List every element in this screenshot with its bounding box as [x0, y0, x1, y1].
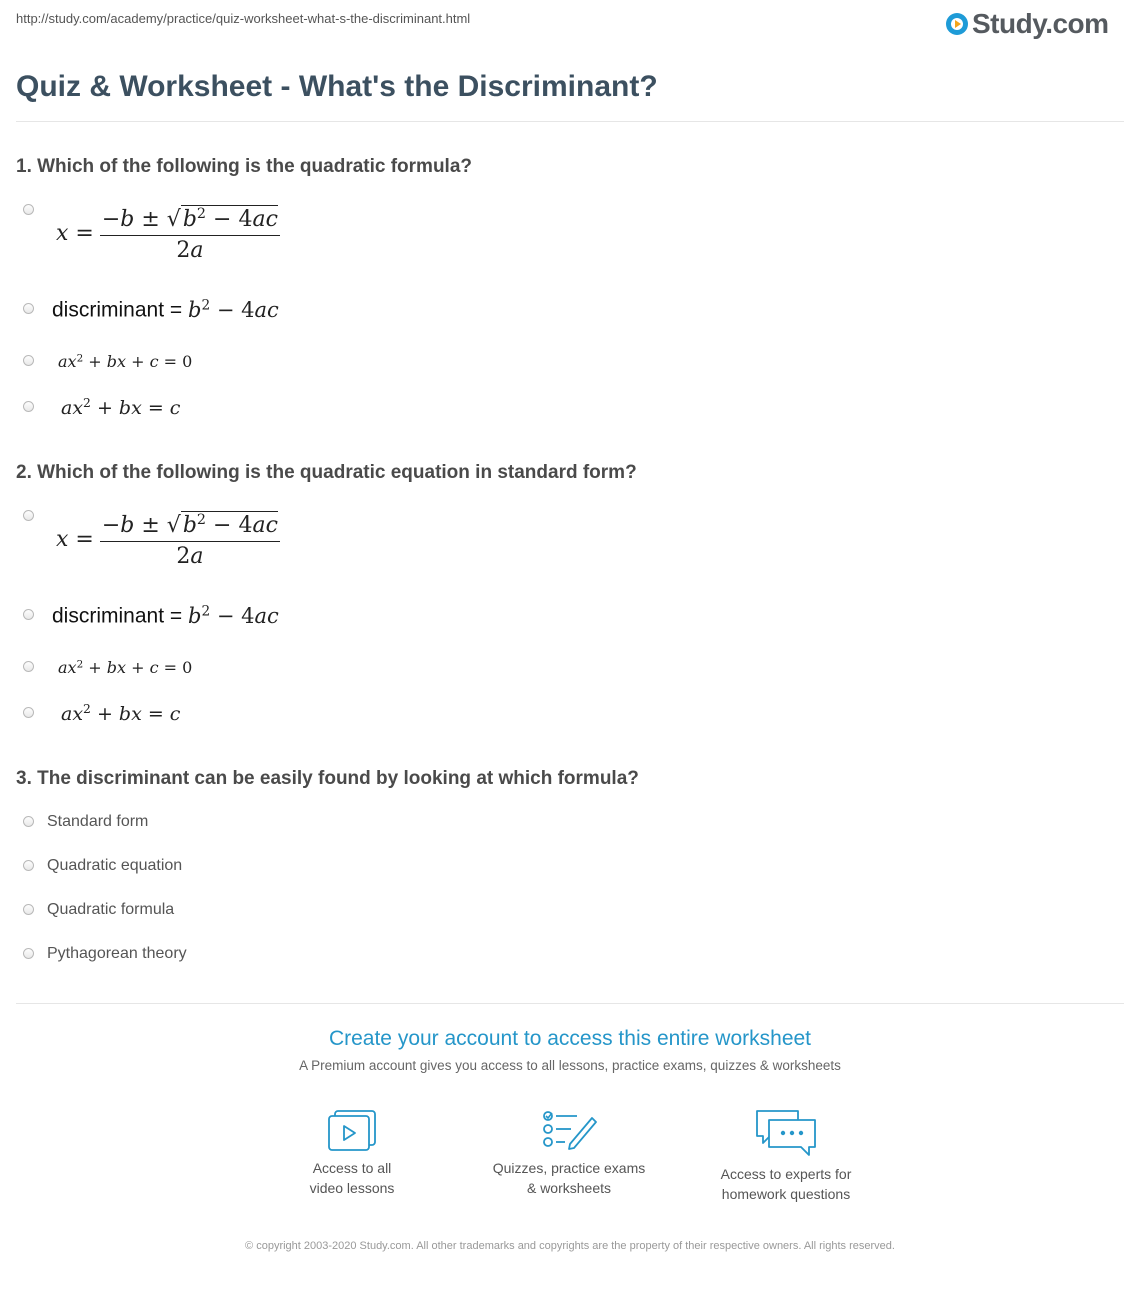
- page-url: http://study.com/academy/practice/quiz-worksheet-what-s-the-discriminant.html: [16, 11, 471, 26]
- feature-video-lessons-label: Access to all video lessons: [309, 1160, 395, 1196]
- q1-option-3-standard-form: $ax^2$ + bx + c = 0: [58, 352, 193, 371]
- q1-option-4-radio[interactable]: [23, 401, 34, 412]
- title-divider: [16, 121, 1124, 122]
- q1-option-1-radio[interactable]: [23, 204, 34, 215]
- discriminant-label: discriminant =: [52, 298, 183, 322]
- q2-option-1-radio[interactable]: [23, 510, 34, 521]
- q3-option-1-label[interactable]: Standard form: [47, 813, 149, 830]
- question-2: 2. Which of the following is the quadratic equation in standard form?: [16, 462, 637, 483]
- q3-option-1-radio[interactable]: [23, 816, 34, 827]
- create-account-link[interactable]: Create your account to access this entire worksheet: [328, 1027, 812, 1050]
- q3-option-3-label[interactable]: Quadratic formula: [47, 901, 175, 918]
- feature-quizzes: [474, 1108, 664, 1198]
- study-logo[interactable]: [946, 6, 1109, 42]
- q3-option-3-radio[interactable]: [23, 904, 34, 915]
- q1-option-4-equation: $ax^2$ + bx = c: [61, 396, 181, 419]
- video-lesson-icon: [327, 1108, 377, 1152]
- logo-text: Study.com: [972, 8, 1109, 39]
- premium-description: A Premium account gives you access to all lessons, practice exams, quizzes & worksheets: [299, 1058, 841, 1073]
- copyright-notice: © copyright 2003-2020 Study.com. All other trademarks and copyrights are the property of their respective owners. All rights reserved.: [245, 1240, 895, 1252]
- q2-option-1-quadratic-formula: x = $\frac{-b \pm √b^2 - 4ac}{2a}$: [56, 512, 278, 569]
- feature-video-lessons: [257, 1108, 447, 1198]
- q3-option-2-radio[interactable]: [23, 860, 34, 871]
- question-1: 1. Which of the following is the quadratic formula?: [16, 156, 473, 177]
- q1-option-1-quadratic-formula: x = $\frac{-b \pm √b^2 - 4ac}{2a}$: [56, 206, 278, 263]
- feature-experts-label: Access to experts for homework questions: [720, 1166, 852, 1202]
- q2-option-3-radio[interactable]: [23, 661, 34, 672]
- logo-play-icon: [946, 13, 968, 35]
- q1-option-3-radio[interactable]: [23, 355, 34, 366]
- q3-option-4-label[interactable]: Pythagorean theory: [47, 945, 187, 962]
- page-title: Quiz & Worksheet - What's the Discriminant?: [16, 70, 658, 103]
- chat-bubbles-icon: [754, 1108, 818, 1158]
- quiz-checklist-icon: [541, 1108, 597, 1152]
- cta-divider: [16, 1003, 1124, 1004]
- q2-option-3-standard-form: $ax^2$ + bx + c = 0: [58, 658, 193, 677]
- q2-option-4-equation: $ax^2$ + bx = c: [61, 702, 181, 725]
- q1-option-2-discriminant: discriminant = $b^2 - 4ac$: [52, 297, 279, 322]
- question-3: 3. The discriminant can be easily found by looking at which formula?: [16, 768, 639, 789]
- q2-option-2-radio[interactable]: [23, 609, 34, 620]
- q3-option-4-radio[interactable]: [23, 948, 34, 959]
- q2-option-2-discriminant: discriminant = $b^2 - 4ac$: [52, 603, 279, 628]
- q1-option-2-radio[interactable]: [23, 303, 34, 314]
- q2-option-4-radio[interactable]: [23, 707, 34, 718]
- feature-quizzes-label: Quizzes, practice exams & worksheets: [492, 1160, 646, 1196]
- q3-option-2-label[interactable]: Quadratic equation: [47, 857, 183, 874]
- feature-experts: [691, 1108, 881, 1204]
- discriminant-label: discriminant =: [52, 604, 183, 628]
